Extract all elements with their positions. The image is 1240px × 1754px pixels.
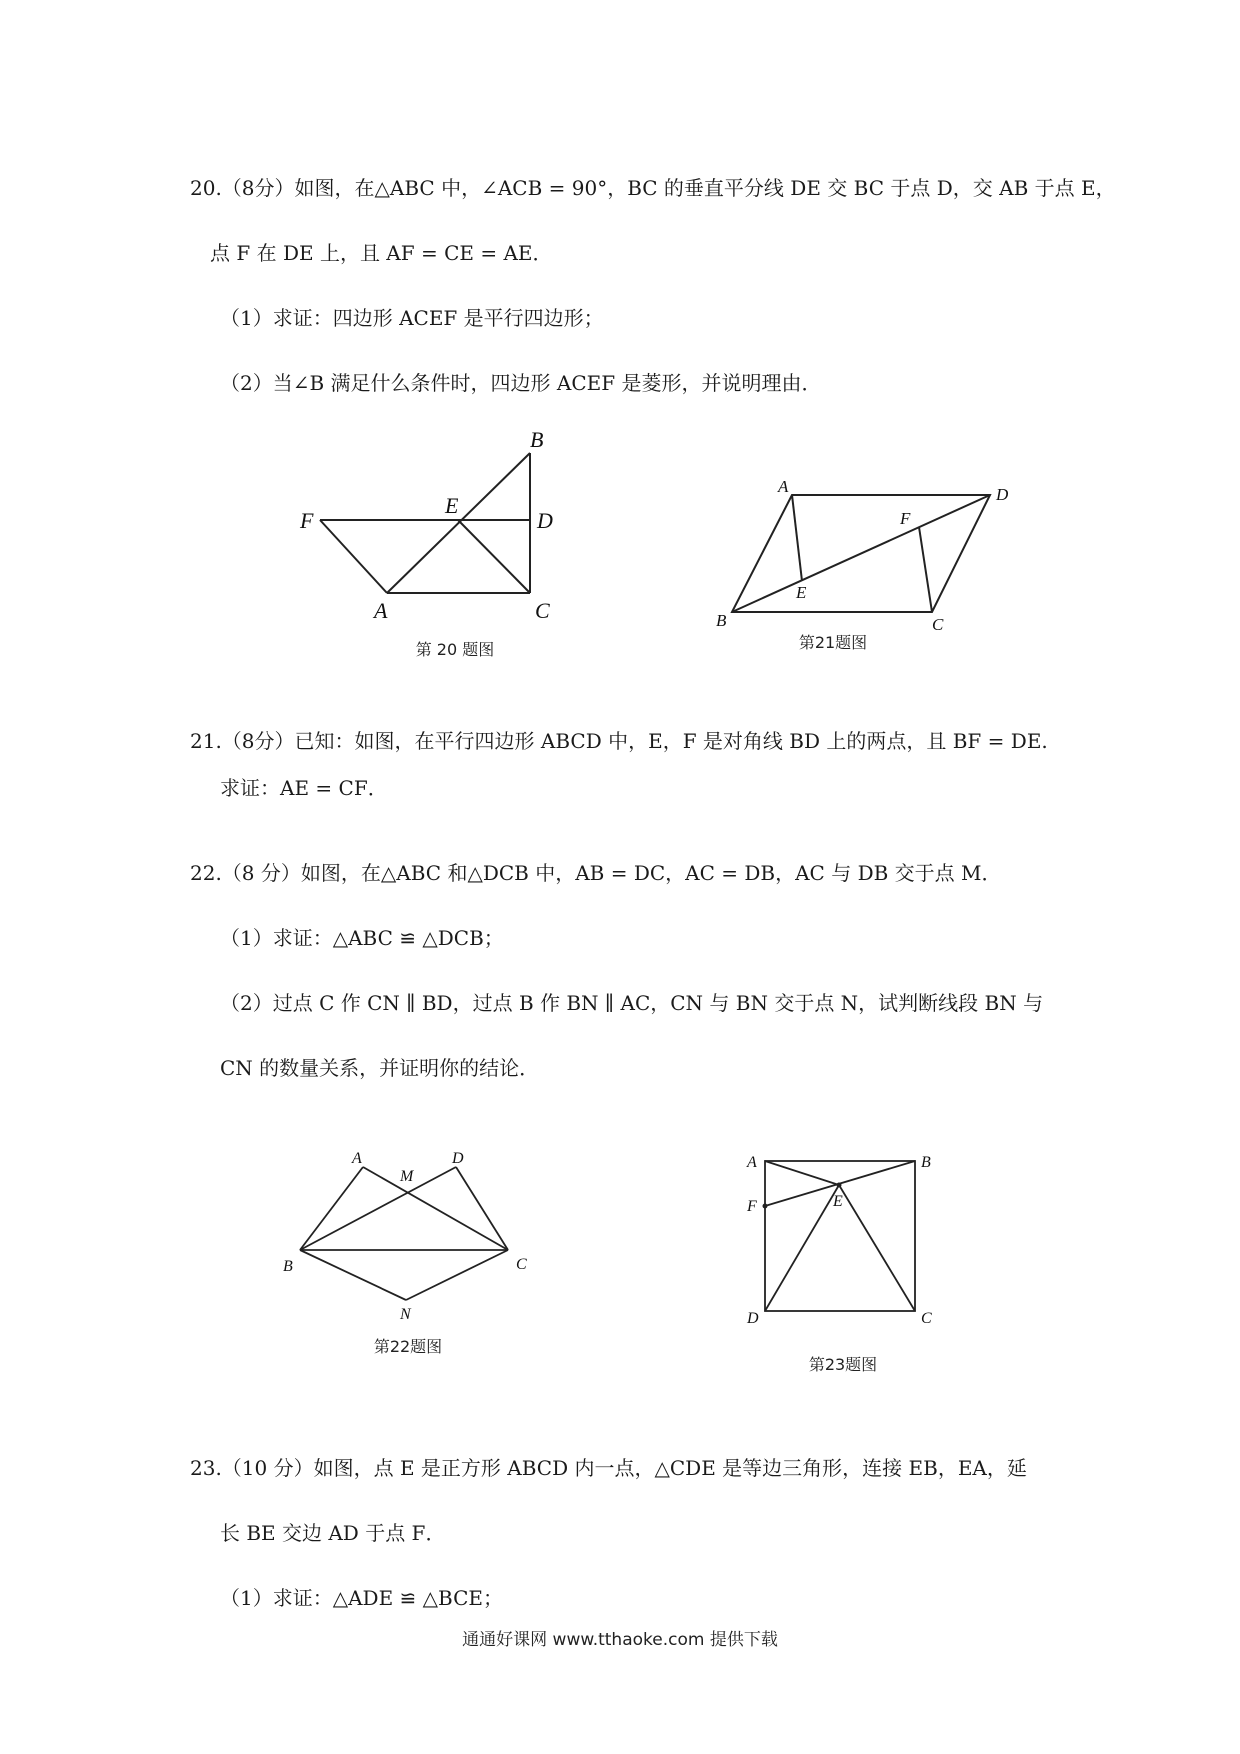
label-c: C [516, 1256, 527, 1273]
figure-23-caption: 第23题图 [808, 1355, 878, 1374]
label-e: E [833, 1193, 843, 1210]
label-a: A [374, 598, 388, 623]
problem-21-line2: 求证：AE = CF． [220, 776, 388, 800]
figure-22 [280, 1145, 550, 1360]
label-c: C [921, 1310, 932, 1327]
label-f: F [900, 509, 911, 528]
problem-23-line1: 23.（10 分）如图，点 E 是正方形 ABCD 内一点，△CDE 是等边三角形，连接 EB，EA，延 [190, 1456, 1027, 1480]
segment-bd [300, 1167, 456, 1250]
problem-22-question1: （1）求证：△ABC ≌ △DCB； [220, 926, 504, 950]
label-a: A [747, 1154, 757, 1171]
problem-21-line1: 21.（8分）已知：如图，在平行四边形 ABCD 中，E，F 是对角线 BD 上的两点，且 BF = DE. [190, 729, 1048, 753]
label-d: D [747, 1310, 759, 1327]
segment-ac [363, 1167, 508, 1250]
figure-22-caption: 第22题图 [373, 1337, 443, 1356]
label-e: E [796, 583, 807, 602]
label-n: N [400, 1306, 411, 1323]
segment-bn [300, 1250, 406, 1300]
page-footer: 通通好课网 www.tthaoke.com 提供下载 [462, 1630, 778, 1650]
problem-20-line1: 20.（8分）如图，在△ABC 中，∠ACB = 90°，BC 的垂直平分线 DE 交 BC 于点 D，交 AB 于点 E， [190, 176, 1116, 200]
problem-20-question2: （2）当∠B 满足什么条件时，四边形 ACEF 是菱形，并说明理由． [220, 371, 822, 395]
label-d: D [996, 485, 1009, 504]
segment-de [765, 1185, 839, 1311]
label-d: D [452, 1150, 464, 1167]
label-b: B [530, 427, 544, 452]
segment-ae [765, 1161, 839, 1185]
problem-23-question1: （1）求证：△ADE ≌ △BCE； [220, 1586, 504, 1610]
point-f [763, 1204, 768, 1209]
segment-ab [300, 1167, 363, 1250]
problem-20-question1: （1）求证：四边形 ACEF 是平行四边形； [220, 306, 604, 330]
label-b: B [716, 611, 727, 630]
figure-21-caption: 第21题图 [798, 633, 868, 652]
problem-22-question2b: CN 的数量关系，并证明你的结论． [220, 1056, 540, 1080]
diagonal-bd [732, 495, 990, 612]
segment-ae [792, 495, 802, 581]
label-b: B [283, 1258, 293, 1275]
label-c: C [932, 615, 944, 634]
figure-20-caption: 第 20 题图 [415, 640, 495, 659]
figure-23 [735, 1145, 965, 1385]
label-a: A [352, 1150, 362, 1167]
label-e: E [445, 493, 459, 518]
label-c: C [535, 598, 550, 623]
point-e [837, 1183, 842, 1188]
segment-cf [919, 527, 932, 612]
figure-21 [700, 470, 1030, 665]
problem-23-line2: 长 BE 交边 AD 于点 F． [220, 1521, 446, 1545]
problem-20-line2: 点 F 在 DE 上，且 AF = CE = AE． [210, 241, 553, 265]
label-a: A [778, 477, 789, 496]
figure-20 [290, 410, 590, 660]
label-m: M [400, 1168, 414, 1185]
label-b: B [921, 1154, 931, 1171]
label-f: F [747, 1198, 757, 1215]
segment-cn [406, 1250, 508, 1300]
label-f: F [300, 508, 314, 533]
segment-dc [456, 1167, 508, 1250]
problem-22-question2: （2）过点 C 作 CN ∥ BD，过点 B 作 BN ∥ AC，CN 与 BN 交于点 N，试判断线段 BN 与 [220, 991, 1044, 1015]
label-d: D [537, 508, 553, 533]
problem-22-line1: 22.（8 分）如图，在△ABC 和△DCB 中，AB = DC，AC = DB，AC 与 DB 交于点 M． [190, 861, 1002, 885]
segment-ce [458, 520, 530, 593]
segment-af [320, 520, 387, 593]
segment-ce [839, 1185, 915, 1311]
